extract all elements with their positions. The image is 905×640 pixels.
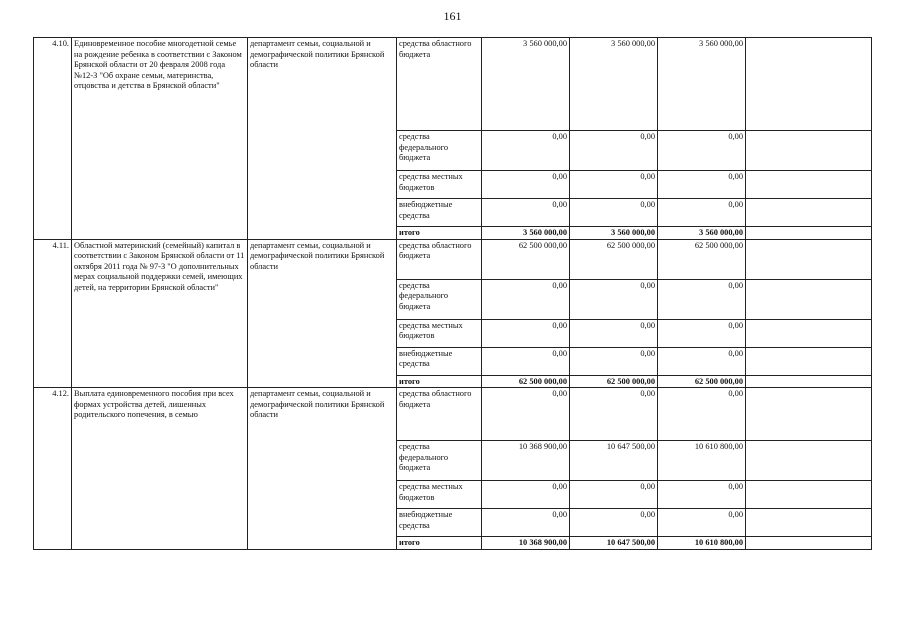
empty-cell xyxy=(746,319,872,347)
table-row xyxy=(34,38,872,131)
funding-source-label: средства федерального бюджета xyxy=(397,279,482,319)
amount-year-2: 62 500 000,00 xyxy=(570,239,658,279)
empty-cell xyxy=(746,199,872,227)
amount-year-1: 0,00 xyxy=(482,131,570,171)
empty-cell xyxy=(746,38,872,131)
amount-year-1: 62 500 000,00 xyxy=(482,375,570,388)
amount-year-2: 0,00 xyxy=(570,279,658,319)
amount-year-3: 10 610 800,00 xyxy=(658,537,746,550)
amount-year-1: 0,00 xyxy=(482,279,570,319)
amount-year-1: 0,00 xyxy=(482,347,570,375)
funding-source-label: итого xyxy=(397,537,482,550)
empty-cell xyxy=(746,481,872,509)
empty-cell xyxy=(746,171,872,199)
empty-cell xyxy=(746,441,872,481)
amount-year-1: 0,00 xyxy=(482,481,570,509)
amount-year-2: 3 560 000,00 xyxy=(570,38,658,131)
table-body xyxy=(34,38,872,550)
page-number: 161 xyxy=(443,9,462,23)
amount-year-3: 3 560 000,00 xyxy=(658,38,746,131)
amount-year-2: 0,00 xyxy=(570,481,658,509)
measure-name: Единовременное пособие многодетной семье на рождение ребенка в соответствии с Законом Брянской области от 20 февраля 2008 года №12-З "Об охране семьи, материнства, отцовства и детства в Брянской области" xyxy=(72,38,248,240)
funding-source-label: средства областного бюджета xyxy=(397,38,482,131)
executor: департамент семьи, социальной и демографической политики Брянской области xyxy=(248,388,397,550)
amount-year-3: 62 500 000,00 xyxy=(658,375,746,388)
amount-year-2: 10 647 500,00 xyxy=(570,537,658,550)
amount-year-2: 0,00 xyxy=(570,319,658,347)
row-index: 4.11. xyxy=(34,239,72,388)
amount-year-1: 3 560 000,00 xyxy=(482,38,570,131)
funding-source-label: средства федерального бюджета xyxy=(397,441,482,481)
empty-cell xyxy=(746,279,872,319)
amount-year-2: 62 500 000,00 xyxy=(570,375,658,388)
measure-name: Выплата единовременного пособия при всех формах устройства детей, лишенных родительского попечения, в семью xyxy=(72,388,248,550)
amount-year-3: 0,00 xyxy=(658,481,746,509)
empty-cell xyxy=(746,537,872,550)
amount-year-1: 62 500 000,00 xyxy=(482,239,570,279)
amount-year-2: 0,00 xyxy=(570,171,658,199)
amount-year-3: 0,00 xyxy=(658,347,746,375)
table-row xyxy=(34,239,872,279)
measure-name: Областной материнский (семейный) капитал в соответствии с Законом Брянской области от 11 октября 2011 года № 97-З "О дополнительных мерах социальной поддержки семей, имеющих детей, на территории Брянской области" xyxy=(72,239,248,388)
empty-cell xyxy=(746,375,872,388)
amount-year-3: 0,00 xyxy=(658,171,746,199)
funding-source-label: средства местных бюджетов xyxy=(397,481,482,509)
amount-year-2: 3 560 000,00 xyxy=(570,227,658,240)
amount-year-3: 0,00 xyxy=(658,199,746,227)
amount-year-1: 0,00 xyxy=(482,509,570,537)
row-index: 4.10. xyxy=(34,38,72,240)
amount-year-3: 62 500 000,00 xyxy=(658,239,746,279)
amount-year-2: 0,00 xyxy=(570,388,658,441)
funding-source-label: средства федерального бюджета xyxy=(397,131,482,171)
empty-cell xyxy=(746,239,872,279)
funding-source-label: средства областного бюджета xyxy=(397,239,482,279)
amount-year-3: 0,00 xyxy=(658,509,746,537)
funding-source-label: средства областного бюджета xyxy=(397,388,482,441)
funding-source-label: внебюджетные средства xyxy=(397,509,482,537)
amount-year-2: 0,00 xyxy=(570,199,658,227)
funding-source-label: итого xyxy=(397,375,482,388)
funding-source-label: средства местных бюджетов xyxy=(397,319,482,347)
amount-year-1: 0,00 xyxy=(482,388,570,441)
amount-year-1: 3 560 000,00 xyxy=(482,227,570,240)
executor: департамент семьи, социальной и демографической политики Брянской области xyxy=(248,239,397,388)
amount-year-1: 10 368 900,00 xyxy=(482,537,570,550)
funding-source-label: внебюджетные средства xyxy=(397,199,482,227)
executor: департамент семьи, социальной и демографической политики Брянской области xyxy=(248,38,397,240)
amount-year-3: 10 610 800,00 xyxy=(658,441,746,481)
funding-source-label: внебюджетные средства xyxy=(397,347,482,375)
funding-source-label: средства местных бюджетов xyxy=(397,171,482,199)
amount-year-2: 0,00 xyxy=(570,509,658,537)
empty-cell xyxy=(746,388,872,441)
amount-year-2: 0,00 xyxy=(570,347,658,375)
empty-cell xyxy=(746,509,872,537)
amount-year-3: 0,00 xyxy=(658,279,746,319)
row-index: 4.12. xyxy=(34,388,72,550)
funding-source-label: итого xyxy=(397,227,482,240)
table-row xyxy=(34,388,872,441)
empty-cell xyxy=(746,347,872,375)
amount-year-3: 0,00 xyxy=(658,319,746,347)
empty-cell xyxy=(746,131,872,171)
amount-year-1: 0,00 xyxy=(482,199,570,227)
budget-table xyxy=(33,37,872,550)
amount-year-3: 0,00 xyxy=(658,388,746,441)
amount-year-1: 10 368 900,00 xyxy=(482,441,570,481)
empty-cell xyxy=(746,227,872,240)
amount-year-1: 0,00 xyxy=(482,171,570,199)
amount-year-3: 0,00 xyxy=(658,131,746,171)
amount-year-2: 0,00 xyxy=(570,131,658,171)
amount-year-2: 10 647 500,00 xyxy=(570,441,658,481)
amount-year-3: 3 560 000,00 xyxy=(658,227,746,240)
amount-year-1: 0,00 xyxy=(482,319,570,347)
